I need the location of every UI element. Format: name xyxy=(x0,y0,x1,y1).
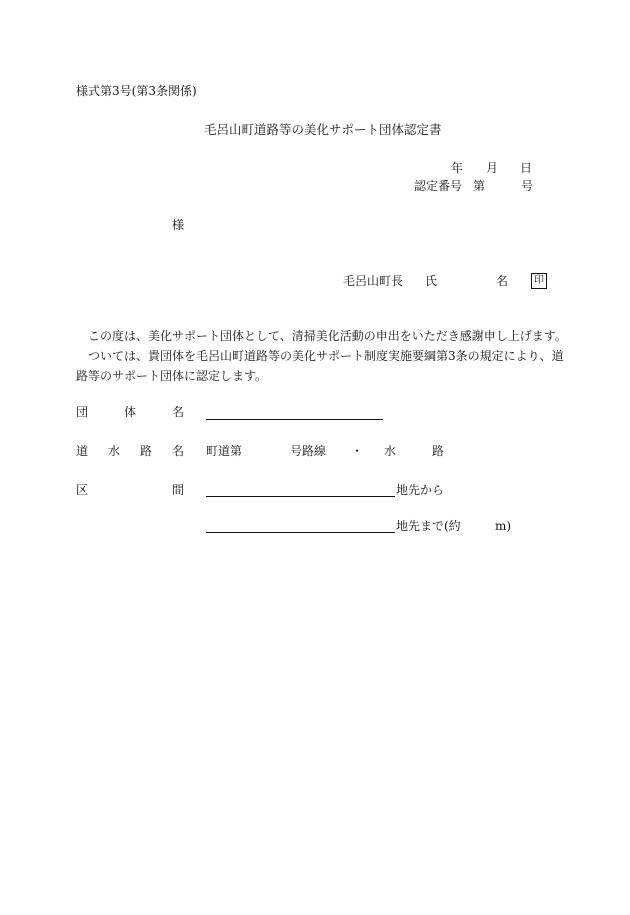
date-day-label: 日 xyxy=(520,161,533,175)
body-paragraph-2-line-1: ついては、貴団体を毛呂山町道路等の美化サポート制度実施要綱第3条の規定により、道 xyxy=(88,349,564,363)
group-name-label-char-1: 団 xyxy=(76,405,89,419)
date-month-label: 月 xyxy=(486,161,499,175)
cert-number-suffix: 号 xyxy=(521,179,534,193)
road-name-label-char-3: 路 xyxy=(140,444,153,458)
cert-number-prefix: 第 xyxy=(473,179,486,193)
section-to-suffix: 地先まで(約 xyxy=(396,519,461,533)
waterway-label-char-1: 水 xyxy=(384,444,397,458)
section-label-char-1: 区 xyxy=(76,483,89,497)
town-road-label: 町道第 xyxy=(206,444,243,458)
body-paragraph-2-line-2: 路等のサポート団体に認定します。 xyxy=(76,369,268,383)
section-from-suffix: 地先から xyxy=(396,483,445,497)
issuer-title: 毛呂山町長 xyxy=(343,274,404,288)
recipient-honorific: 様 xyxy=(172,218,185,232)
cert-number-label: 認定番号 xyxy=(414,179,463,193)
form-id: 様式第3号(第3条関係) xyxy=(76,84,197,98)
issuer-name-label-2: 名 xyxy=(496,274,509,288)
date-year-label: 年 xyxy=(451,161,464,175)
section-to-input-line[interactable] xyxy=(206,532,395,533)
body-paragraph-1: この度は、美化サポート団体として、清掃美化活動の申出をいただき感謝申し上げます。 xyxy=(88,329,567,343)
group-name-label-char-3: 名 xyxy=(172,405,185,419)
section-length-unit: m) xyxy=(495,519,512,533)
issuer-name-label-1: 氏 xyxy=(425,274,438,288)
section-label-char-2: 間 xyxy=(172,483,185,497)
waterway-label-char-2: 路 xyxy=(432,444,445,458)
section-from-input-line[interactable] xyxy=(206,496,395,497)
group-name-label-char-2: 体 xyxy=(124,405,137,419)
seal-mark: 印 xyxy=(531,273,547,289)
document-title: 毛呂山町道路等の美化サポート団体認定書 xyxy=(204,122,442,137)
road-name-label-char-2: 水 xyxy=(108,444,121,458)
group-name-input-line[interactable] xyxy=(206,419,383,420)
road-name-label-char-4: 名 xyxy=(172,444,185,458)
separator-dot: ・ xyxy=(351,444,364,458)
route-number-label: 号路線 xyxy=(290,444,327,458)
road-name-label-char-1: 道 xyxy=(76,444,89,458)
